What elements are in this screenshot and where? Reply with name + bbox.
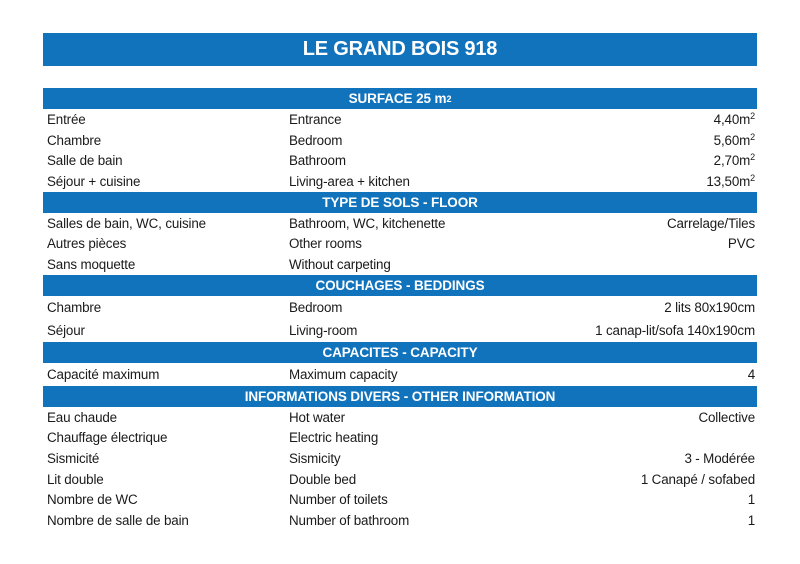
cell-value: $2,70m^2$: [713, 152, 755, 169]
cell-value: $5,60m^2$: [713, 131, 755, 148]
section: [43, 88, 757, 192]
table-row: [43, 428, 757, 449]
cell-english: Living-area + kitchen: [289, 173, 410, 189]
section-header: CAPACITES - CAPACITY: [43, 342, 757, 363]
cell-value: 3 - Modérée: [684, 451, 755, 467]
cell-english: Without carpeting: [289, 256, 391, 272]
cell-english: Electric heating: [289, 430, 379, 446]
table-row: [43, 469, 757, 490]
section-header: SURFACE 25 m 2: [43, 88, 757, 109]
cell-value: Collective: [698, 409, 755, 425]
section: [43, 342, 757, 386]
cell-value: 1 canap-lit/sofa 140x190cm: [595, 322, 755, 338]
cell-english: Bathroom: [289, 153, 346, 169]
table-row: [43, 233, 757, 254]
cell-french: Autres pièces: [47, 236, 127, 252]
table-row: [43, 150, 757, 171]
info-sheet: [43, 33, 757, 531]
table-row: [43, 407, 757, 428]
table-row: [43, 254, 757, 275]
table-row: [43, 213, 757, 234]
section-header: COUCHAGES - BEDDINGS: [43, 275, 757, 296]
cell-french: Chambre: [47, 132, 102, 148]
table-row: [43, 510, 757, 531]
cell-english: Entrance: [289, 111, 342, 127]
cell-english: Number of bathroom: [289, 513, 410, 529]
section-header: INFORMATIONS DIVERS - OTHER INFORMATION: [43, 386, 757, 407]
table-row: [43, 296, 757, 319]
section: [43, 275, 757, 342]
cell-english: Hot water: [289, 409, 345, 425]
cell-french: Sans moquette: [47, 256, 136, 272]
cell-english: Other rooms: [289, 236, 362, 252]
cell-french: Sismicité: [47, 451, 100, 467]
cell-value: PVC: [727, 236, 755, 252]
cell-english: Bedroom: [289, 299, 343, 315]
cell-french: Salles de bain, WC, cuisine: [47, 215, 206, 231]
section-header: TYPE DE SOLS - FLOOR: [43, 192, 757, 213]
cell-value: 4: [747, 366, 755, 382]
table-row: [43, 109, 757, 130]
cell-value: $13,50m^2$: [706, 172, 755, 189]
info-table: [43, 88, 757, 531]
cell-french: Chambre: [47, 299, 102, 315]
cell-english: Bathroom, WC, kitchenette: [289, 215, 446, 231]
cell-french: Nombre de WC: [47, 492, 138, 508]
page-title: LE GRAND BOIS 918: [43, 33, 757, 66]
table-row: [43, 448, 757, 469]
cell-english: Double bed: [289, 471, 356, 487]
cell-french: Lit double: [47, 471, 104, 487]
cell-value: 1: [747, 492, 755, 508]
cell-french: Entrée: [47, 111, 86, 127]
cell-value: 1 Canapé / sofabed: [640, 471, 755, 487]
cell-french: Séjour: [47, 322, 85, 338]
section: [43, 192, 757, 275]
cell-value: Carrelage/Tiles: [666, 215, 755, 231]
table-row: [43, 319, 757, 342]
cell-english: Maximum capacity: [289, 366, 398, 382]
table-row: [43, 490, 757, 511]
cell-value: 1: [747, 513, 755, 529]
cell-english: Sismicity: [289, 451, 341, 467]
table-row: [43, 171, 757, 192]
cell-value: 2 lits 80x190cm: [664, 299, 755, 315]
table-row: [43, 363, 757, 386]
cell-french: Séjour + cuisine: [47, 173, 141, 189]
cell-french: Capacité maximum: [47, 366, 160, 382]
cell-french: Nombre de salle de bain: [47, 513, 189, 529]
table-row: [43, 130, 757, 151]
cell-value: $4,40m^2$: [713, 110, 755, 127]
cell-french: Chauffage électrique: [47, 430, 168, 446]
cell-english: Number of toilets: [289, 492, 388, 508]
section: [43, 386, 757, 531]
cell-english: Living-room: [289, 322, 358, 338]
cell-french: Salle de bain: [47, 153, 123, 169]
cell-french: Eau chaude: [47, 409, 117, 425]
cell-english: Bedroom: [289, 132, 343, 148]
